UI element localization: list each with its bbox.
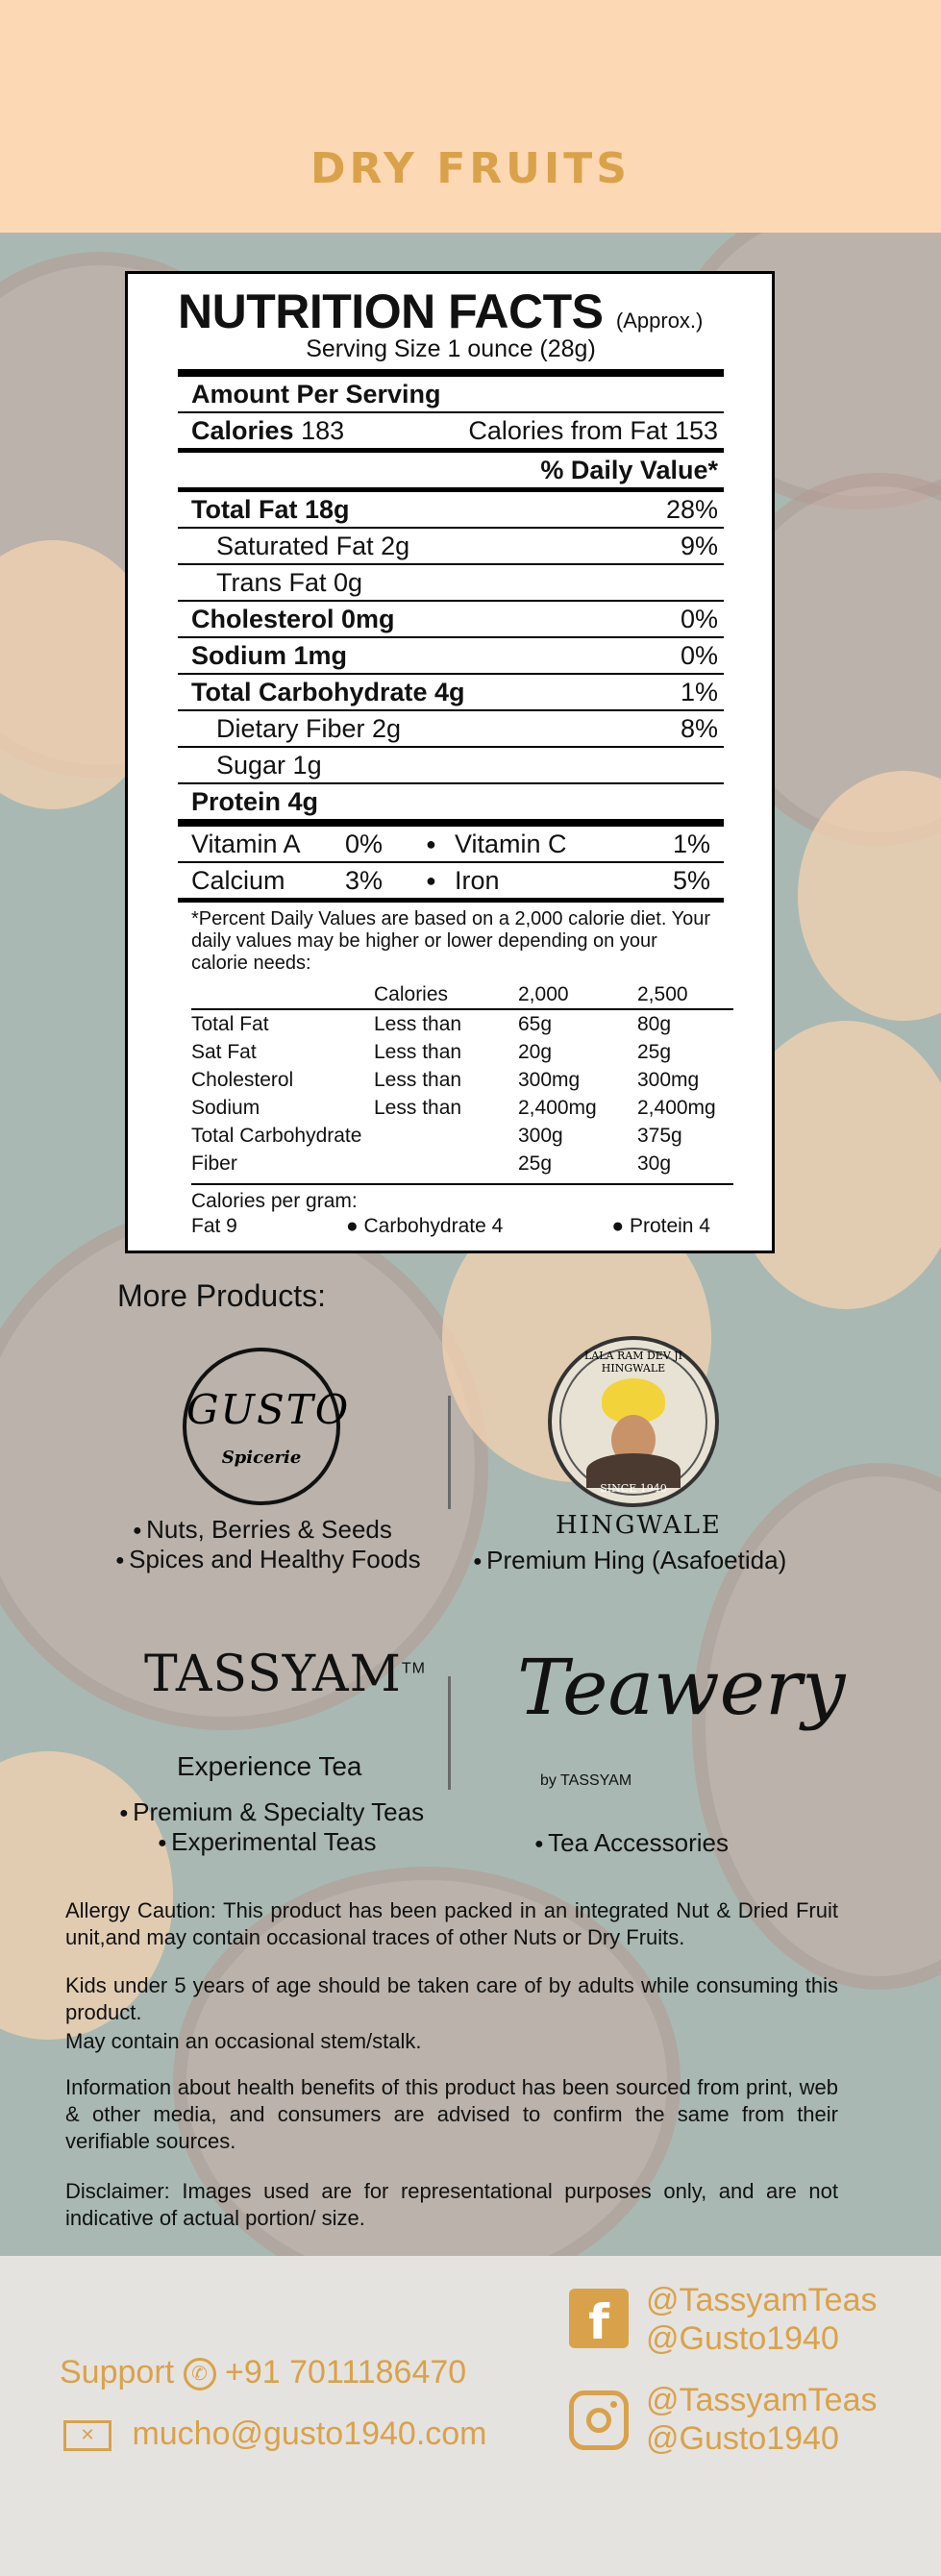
tassyam-items <box>119 1797 424 1857</box>
table-row <box>191 1009 733 1038</box>
tassyam-tagline: Experience Tea <box>177 1751 362 1781</box>
facebook-icon[interactable]: f <box>569 2289 629 2348</box>
calories-from-fat: Calories from Fat 153 <box>468 416 718 445</box>
table-header-cell: 2,500 <box>637 983 688 1005</box>
nutrient-dv: 28% <box>665 495 718 524</box>
more-products-title: More Products: <box>117 1278 326 1313</box>
table-cell: Sodium <box>191 1097 260 1119</box>
list-item: ● Premium & Specialty Teas <box>119 1797 424 1827</box>
vitamin-rows <box>178 827 724 903</box>
stem-note: May contain an occasional stem/stalk. <box>65 2029 422 2053</box>
nutrition-facts-panel <box>125 271 775 1253</box>
list-item: ● Nuts, Berries & Seeds <box>115 1515 421 1545</box>
vitamin-cell: 0% <box>345 830 384 858</box>
nutrient-row <box>178 638 724 675</box>
nutrient-dv: 8% <box>680 714 718 743</box>
calories-per-gram <box>178 1185 724 1243</box>
gusto-logo <box>183 1348 351 1505</box>
instagram-handle[interactable]: @TassyamTeas <box>646 2382 878 2418</box>
gusto-items <box>115 1515 421 1574</box>
table-cell: Fiber <box>191 1152 237 1175</box>
table-cell <box>374 1150 518 1177</box>
kids-note: Kids under 5 years of age should be taken care of by adults while consuming this product. <box>65 1973 838 2024</box>
nutrient-row <box>178 565 724 602</box>
table-row <box>191 1122 733 1150</box>
table-cell: Less than <box>374 1041 462 1063</box>
email-link[interactable]: mucho@gusto1940.com <box>132 2415 487 2452</box>
trademark-mark: TM <box>401 1660 426 1677</box>
vitamin-row <box>178 827 724 863</box>
table-cell: 300g <box>518 1125 563 1147</box>
instagram-handles <box>646 2381 877 2458</box>
table-row <box>191 1066 733 1094</box>
nutrient-label: Saturated Fat 2g <box>216 532 410 560</box>
bullet-dot: ● <box>426 871 436 890</box>
table-cell <box>374 1122 518 1150</box>
table-cell: 2,400mg <box>518 1097 597 1119</box>
nutrition-title-text: NUTRITION FACTS <box>178 285 604 338</box>
table-row <box>191 1038 733 1066</box>
health-info-note: Information about health benefits of this product has been sourced from print, web & other media, and consumers are advised to confirm the same from their verifiable sources. <box>65 2075 838 2153</box>
hingwale-name: HINGWALE <box>556 1511 722 1540</box>
amount-per-serving-label: Amount Per Serving <box>191 380 441 409</box>
disclaimer: Disclaimer: Images used are for representational purposes only, and are not indicative of actual portion/ size. <box>65 2179 838 2230</box>
daily-value-label: % Daily Value* <box>540 456 718 484</box>
vitamin-cell: 1% <box>672 830 710 858</box>
table-cell: 80g <box>637 1013 672 1035</box>
table-cell: 30g <box>637 1152 672 1175</box>
calories-row <box>178 413 724 453</box>
table-header-cell: Calories <box>374 983 449 1005</box>
instagram-handle[interactable]: @Gusto1940 <box>646 2420 839 2457</box>
nutrient-row <box>178 675 724 711</box>
nutrient-dv: 0% <box>680 605 718 633</box>
vitamin-cell: 3% <box>345 866 384 895</box>
divider <box>178 369 724 377</box>
table-cell: 2,400mg <box>637 1097 716 1119</box>
nutrient-label: Trans Fat 0g <box>216 568 363 597</box>
allergy-caution: Allergy Caution: This product has been packed in an integrated Nut & Dried Fruit unit,and may contain occasional traces of other Nuts or Dry Fruits. <box>65 1898 838 1949</box>
facebook-handles <box>646 2281 877 2358</box>
nutrient-dv: 1% <box>680 678 718 706</box>
serving-size: Serving Size 1 ounce (28g) <box>306 335 596 362</box>
vitamin-cell: Vitamin A <box>191 830 301 858</box>
footer <box>0 2256 941 2576</box>
approx-label: (Approx.) <box>615 309 704 333</box>
nutrient-label: Cholesterol 0mg <box>191 605 395 633</box>
teawery-items <box>534 1828 729 1858</box>
header-band <box>0 0 941 233</box>
teawery-logo: Teawery <box>517 1643 846 1732</box>
seal-top-text: LALA RAM DEV JI HINGWALE <box>583 1350 683 1375</box>
cal-per-gram-label: Calories per gram: <box>191 1190 358 1212</box>
list-item: ● Tea Accessories <box>534 1828 729 1858</box>
nutrient-row <box>178 748 724 784</box>
seal-bottom-text: SINCE 1940 <box>600 1482 667 1495</box>
mail-icon: ✕ <box>63 2420 111 2451</box>
page-title: DRY FRUITS <box>310 144 631 193</box>
table-cell: 25g <box>637 1041 672 1063</box>
table-cell: Less than <box>374 1013 462 1035</box>
table-cell: 65g <box>518 1013 553 1035</box>
instagram-icon[interactable] <box>569 2390 629 2450</box>
hingwale-items <box>473 1546 786 1575</box>
nutrient-dv: 0% <box>680 641 718 670</box>
nutrient-label: Total Fat 18g <box>191 495 350 524</box>
phone-number[interactable]: +91 7011186470 <box>225 2354 467 2390</box>
table-cell: Sat Fat <box>191 1041 257 1063</box>
phone-icon: ✆ <box>184 2358 216 2390</box>
list-item: ● Premium Hing (Asafoetida) <box>473 1546 786 1575</box>
calories-cell <box>191 413 344 448</box>
products-divider <box>448 1396 451 1509</box>
calories-label: Calories <box>191 416 294 445</box>
vitamin-cell: Vitamin C <box>455 830 567 858</box>
vitamin-cell: Iron <box>455 866 500 895</box>
cal-per-gram-values <box>191 1214 710 1239</box>
nutrient-rows <box>178 492 724 784</box>
cpg-protein-wrap: ● Protein 4 <box>611 1215 710 1237</box>
protein-label: Protein 4g <box>191 787 319 816</box>
list-item: ● Experimental Teas <box>119 1827 424 1857</box>
nutrient-row <box>178 602 724 638</box>
table-header-cell: 2,000 <box>518 983 569 1005</box>
products-divider <box>448 1676 451 1790</box>
protein-row <box>178 784 724 827</box>
teawery-by: by TASSYAM <box>540 1772 632 1789</box>
nutrition-title <box>178 285 724 338</box>
nutrient-row <box>178 529 724 565</box>
daily-value-header <box>178 453 724 492</box>
tassyam-logo <box>144 1646 426 1703</box>
facebook-handle[interactable]: @TassyamTeas <box>646 2282 878 2318</box>
amount-per-serving <box>178 377 724 413</box>
support-line <box>60 2354 466 2391</box>
table-cell: Less than <box>374 1097 462 1119</box>
nutrient-label: Total Carbohydrate 4g <box>191 678 465 706</box>
table-cell: Cholesterol <box>191 1069 294 1091</box>
nutrient-label: Dietary Fiber 2g <box>216 714 402 743</box>
table-cell: Less than <box>374 1069 462 1091</box>
bullet-dot: ● <box>426 834 436 854</box>
cpg-carb-wrap: ● Carbohydrate 4 <box>345 1215 504 1237</box>
facebook-handle[interactable]: @Gusto1940 <box>646 2320 839 2357</box>
support-label: Support <box>60 2354 175 2390</box>
calories-value: 183 <box>301 416 345 445</box>
table-row <box>191 1150 733 1177</box>
cpg-fat: Fat 9 <box>191 1215 237 1237</box>
table-cell: 300mg <box>637 1069 700 1091</box>
daily-value-table <box>191 980 733 1177</box>
list-item: ● Spices and Healthy Foods <box>115 1545 421 1574</box>
table-cell: 300mg <box>518 1069 581 1091</box>
nutrient-row <box>178 492 724 529</box>
vitamin-row <box>178 863 724 903</box>
daily-value-footnote: *Percent Daily Values are based on a 2,000 calorie diet. Your daily values may be higher or lower depending on your calorie needs: <box>191 908 710 974</box>
table-cell: Total Fat <box>191 1013 269 1035</box>
vitamin-cell: Calcium <box>191 866 285 895</box>
table-row <box>191 1094 733 1122</box>
table-cell: 20g <box>518 1041 553 1063</box>
gusto-logo-sub: Spicerie <box>221 1448 302 1468</box>
nutrient-label: Sodium 1mg <box>191 641 348 670</box>
cpg-carb: Carbohydrate 4 <box>363 1215 504 1237</box>
gusto-logo-word: GUSTO <box>186 1386 351 1433</box>
tassyam-name: TASSYAM <box>144 1646 402 1703</box>
nutrient-row <box>178 711 724 748</box>
table-cell: Total Carbohydrate <box>191 1125 362 1147</box>
hingwale-seal-logo <box>548 1336 719 1507</box>
nutrient-label: Sugar 1g <box>216 751 322 780</box>
vitamin-cell: 5% <box>672 866 710 895</box>
table-cell: 375g <box>637 1125 682 1147</box>
cpg-protein: Protein 4 <box>629 1215 710 1237</box>
table-cell: 25g <box>518 1152 553 1175</box>
nutrient-dv: 9% <box>680 532 718 560</box>
table-header-row <box>191 980 733 1009</box>
email-line <box>63 2415 487 2453</box>
table-header-cell <box>191 980 374 1009</box>
